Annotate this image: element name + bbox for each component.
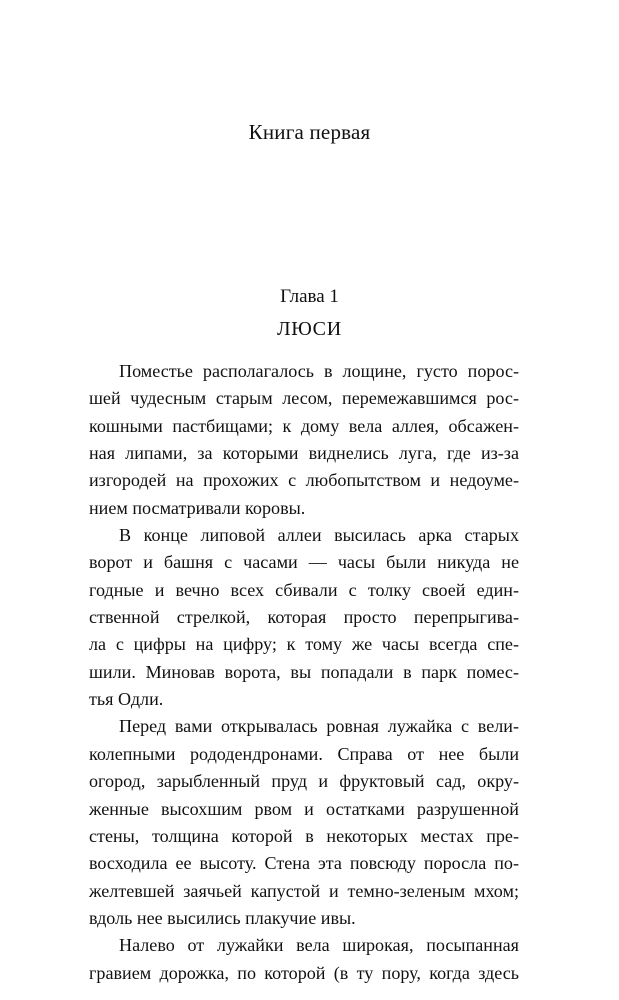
text-line: ла с цифры на цифру; к тому же часы всегда спе-	[89, 634, 519, 655]
text-line: ворот и башня с часами — часы были никуда не	[89, 552, 519, 573]
text-line: желтевшей заячьей капустой и темно-зеленым мхом;	[89, 880, 519, 901]
paragraph	[89, 713, 519, 932]
text-line: Налево от лужайки вела широкая, посыпанная	[119, 935, 519, 956]
chapter-label: Глава 1	[280, 286, 339, 307]
text-line: огород, зарыбленный пруд и фруктовый сад, окру-	[89, 771, 519, 792]
text-line: восходила ее высоту. Стена эта повсюду поросла по-	[89, 853, 519, 874]
text-line: Поместье располагалось в лощине, густо порос-	[119, 361, 519, 381]
text-line: Перед вами открывалась ровная лужайка с вели-	[119, 716, 519, 737]
text-line: годные и вечно всех сбивали с толку своей един-	[89, 579, 519, 600]
chapter-title: ЛЮСИ	[276, 318, 343, 340]
paragraph	[89, 522, 519, 713]
paragraph	[89, 932, 519, 987]
text-line: кошными пастбищами; к дому вела аллея, обсажен-	[89, 415, 519, 436]
book-title: Книга первая	[248, 120, 371, 144]
text-line: шей чудесным старым лесом, перемежавшимся рос-	[89, 388, 519, 409]
chapter-body-text	[89, 358, 519, 987]
text-line: ная липами, за которыми виднелись луга, где из-за	[89, 443, 519, 464]
text-line: тья Одли.	[89, 689, 164, 710]
paragraph	[89, 358, 519, 522]
text-line: стены, толщина которой в некоторых местах пре-	[89, 825, 519, 846]
text-line: колепными рододендронами. Справа от нее были	[89, 743, 519, 764]
text-line: ственной стрелкой, которая просто перепрыгива-	[89, 607, 519, 628]
text-line: изгородей на прохожих с любопытством и недоуме-	[89, 470, 519, 491]
text-line: вдоль нее высились плакучие ивы.	[89, 907, 356, 928]
text-line: В конце липовой аллеи высилась арка старых	[119, 525, 519, 546]
text-line: гравием дорожка, по которой (в ту пору, когда здесь	[89, 962, 519, 983]
text-line: женные высохшим рвом и остатками разрушенной	[89, 798, 519, 819]
text-line: шили. Миновав ворота, вы попадали в парк помес-	[89, 661, 519, 682]
text-line: нием посматривали коровы.	[89, 497, 306, 518]
